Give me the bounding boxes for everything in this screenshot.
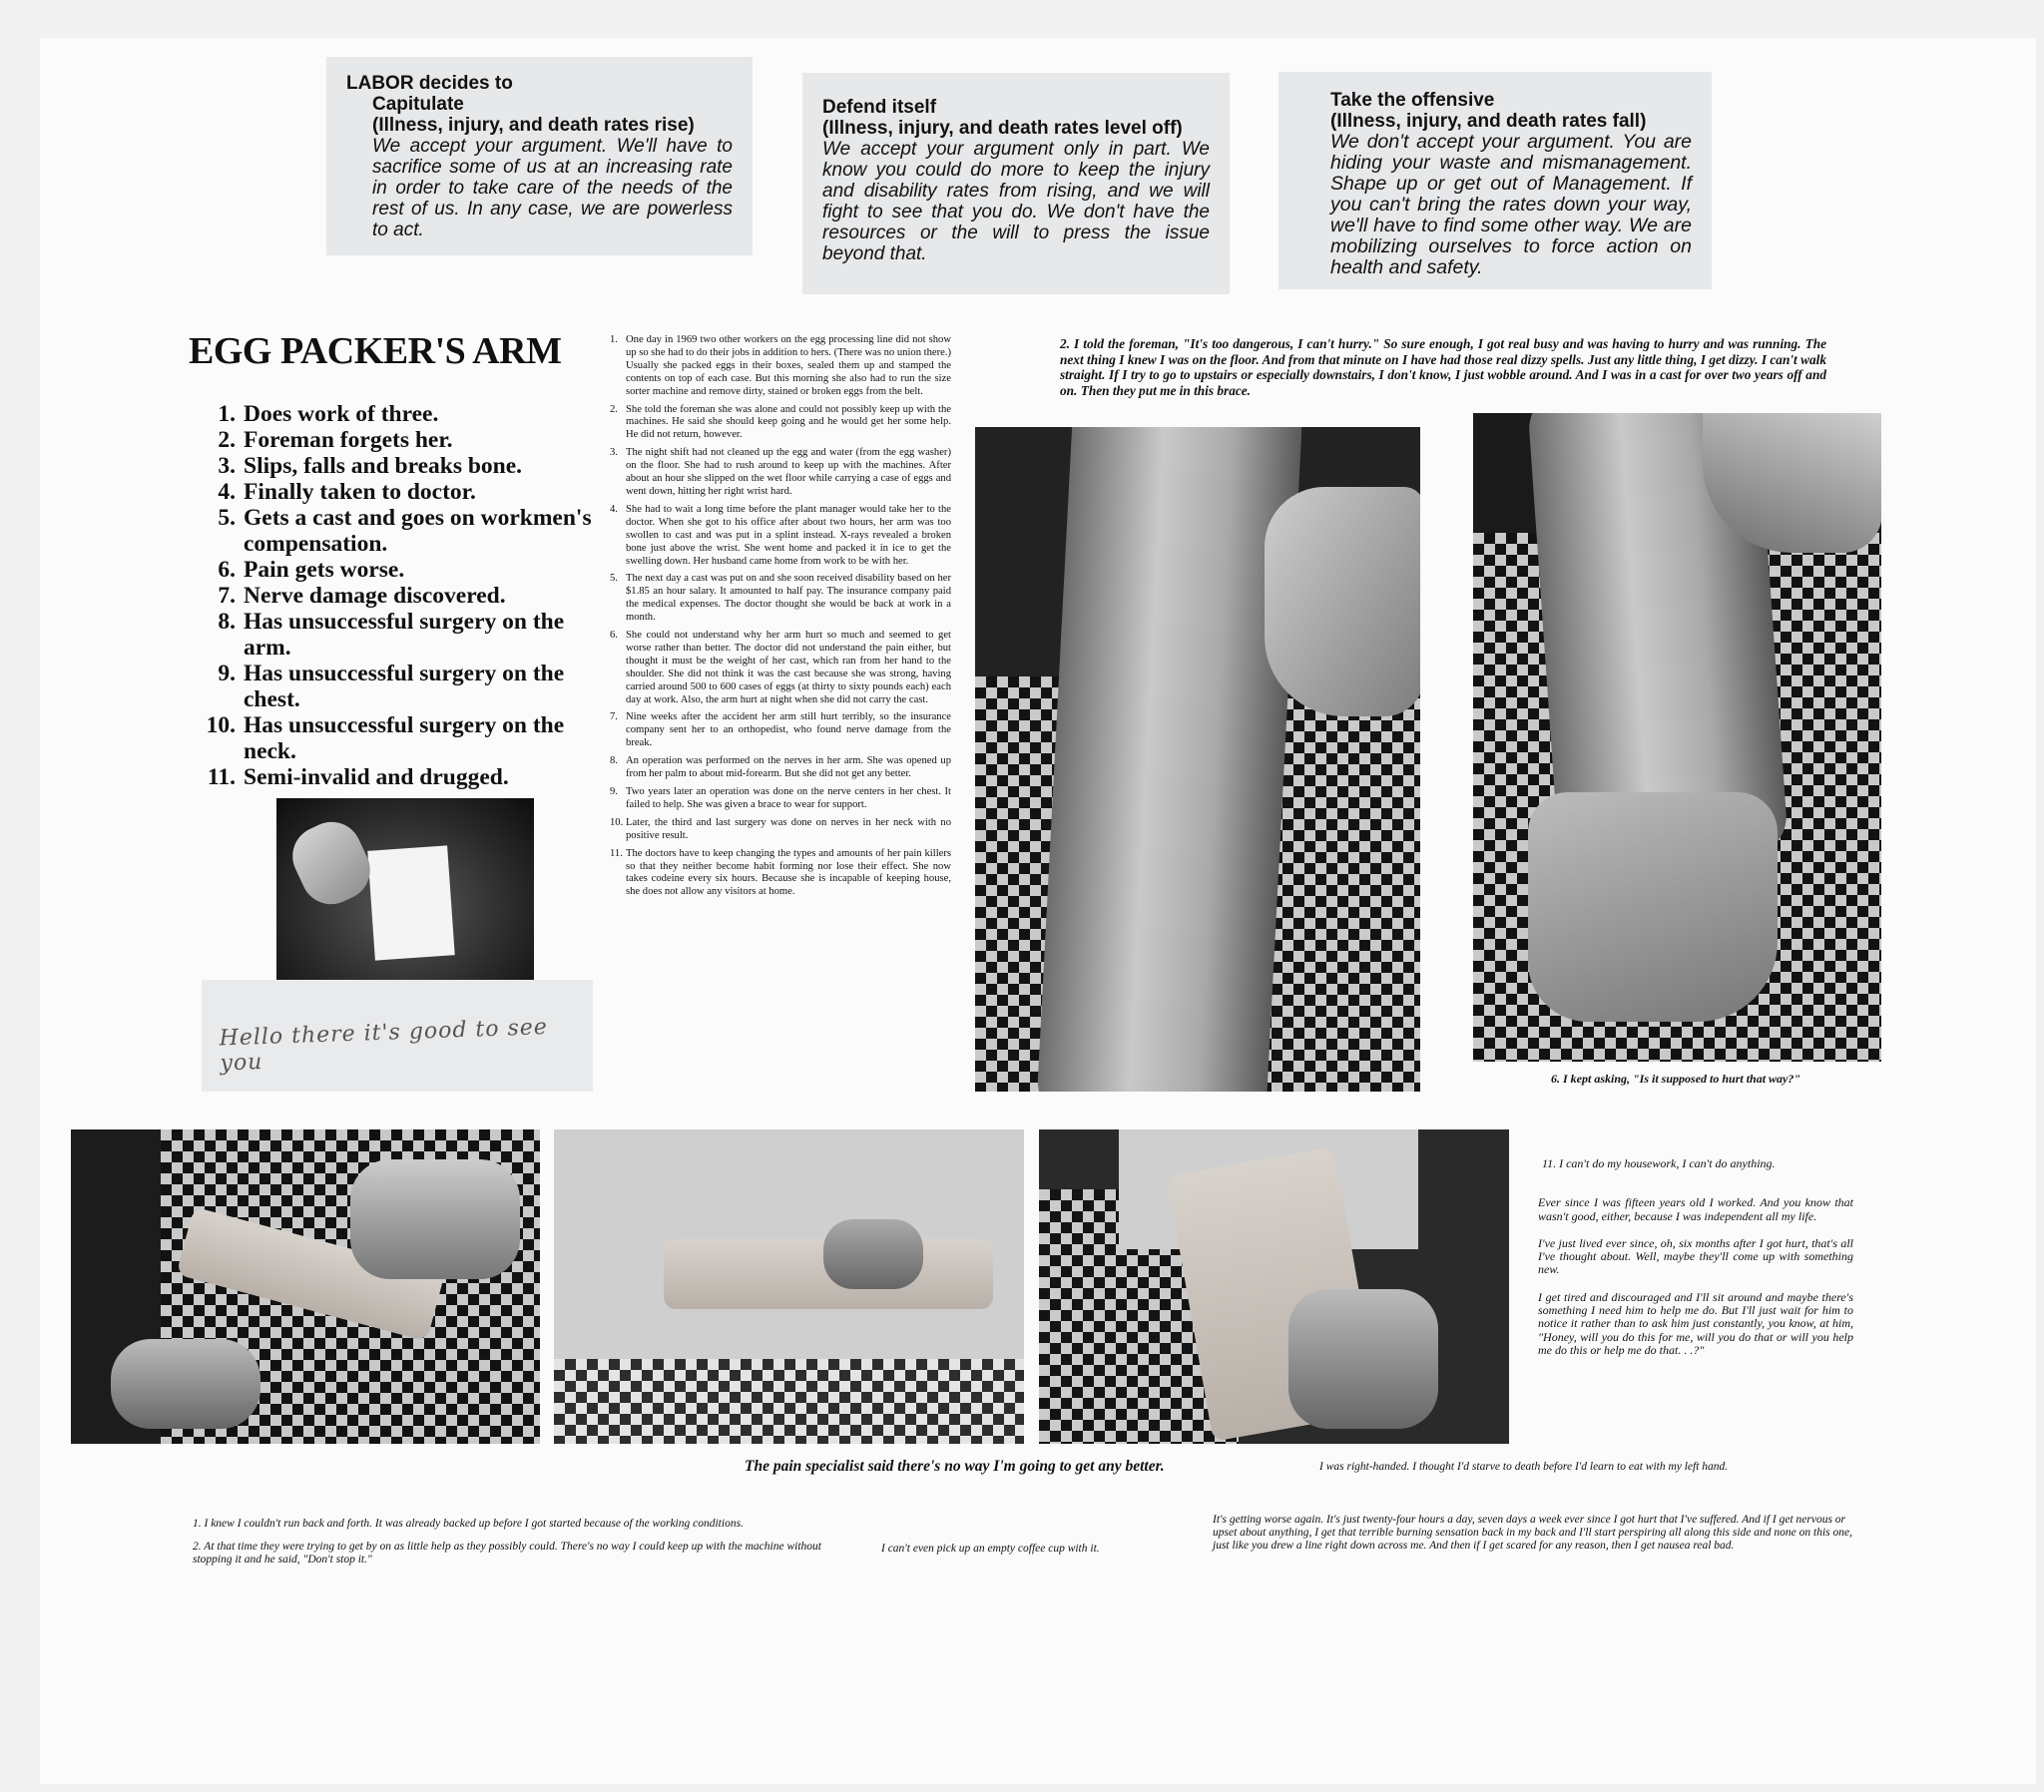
option-defend [802, 73, 1230, 294]
step-text: Has unsuccessful surgery on the neck. [244, 712, 565, 764]
item-text: Two years later an operation was done on the nerve centers in her chest. It failed to help. She was given a brace to wear for support. [626, 786, 951, 810]
option-heading: Take the offensive [1330, 90, 1495, 111]
quote-paragraph: I get tired and discouraged and I'll sit around and maybe there's something I need him to help me do. But I'll just wait for him to notice it rather than to ask him just constantly, you know, at him, "Honey, will you do this for me, will you do that or will you help me do this or help me do that. . .?" [1538, 1289, 1853, 1357]
quote-coffee-cup: I can't even pick up an empty coffee cup with it. [881, 1543, 1100, 1555]
step-number: 10. [206, 712, 236, 738]
list-item [610, 630, 951, 706]
quote-pain-specialist: The pain specialist said there's no way I'm going to get any better. [745, 1458, 1165, 1475]
item-text: The doctors have to keep changing the types and amounts of her pain killers so that they neither become habit forming nor lose their effect. She now takes codeine every six hours. Because she is incapable of keeping house, she does not allow any visitors at home. [626, 847, 951, 898]
option-body: We accept your argument. We'll have to sacrifice some of us at an increasing rate in order to take care of the needs of the rest of us. In any case, we are powerless to act. [372, 136, 733, 240]
list-item [188, 505, 597, 557]
photo-writing-hand [276, 798, 534, 980]
item-text: Later, the third and last surgery was done on nerves in her neck with no positive result. [626, 816, 951, 841]
quote-paragraph: 2. At that time they were trying to get by on as little help as they possibly could. There's no way I could keep up with the machine without stopping it and he said, "Don't stop it." [193, 1541, 821, 1566]
item-number: 2. [610, 403, 618, 415]
step-text: Has unsuccessful surgery on the arm. [244, 609, 565, 661]
option-heading: LABOR decides to [346, 73, 513, 94]
item-text: The night shift had not cleaned up the egg and water (from the egg washer) on the floor. She had to rush around to keep up with the machines. After about an hour she slipped on the wet floor while carrying a case of eggs and went down, hitting her right wrist hard. [626, 447, 951, 497]
option-body: We don't accept your argument. You are hiding your waste and mismanagement. Shape up or get out of Management. If you can't bring the rates down your way, we'll have to find some other way. We are mobilizing ourselves to force action on health and safety. [1330, 131, 1692, 278]
photo-brace-removal [71, 1129, 540, 1444]
list-item [610, 786, 951, 812]
option-offensive [1278, 72, 1712, 289]
step-text: Does work of three. [244, 401, 439, 427]
quote-working-conditions [193, 1518, 846, 1567]
step-text: Has unsuccessful surgery on the chest. [244, 661, 565, 712]
option-heading: (Illness, injury, and death rates rise) [372, 115, 695, 136]
list-item [610, 755, 951, 781]
step-text: Pain gets worse. [244, 557, 405, 583]
narrative-list [610, 334, 951, 904]
photo-brace-lap [554, 1129, 1024, 1444]
item-number: 3. [610, 447, 618, 459]
list-item [188, 712, 597, 764]
list-item [610, 404, 951, 443]
list-item [610, 447, 951, 499]
list-item [610, 573, 951, 625]
option-heading: Capitulate [372, 94, 464, 115]
photo-brace-worn [1039, 1129, 1509, 1444]
item-number: 7. [610, 711, 618, 723]
step-text: Semi-invalid and drugged. [244, 764, 509, 790]
quote-housework [1538, 1157, 1853, 1357]
item-number: 1. [610, 334, 618, 345]
option-capitulate [326, 57, 753, 255]
quote-dizzy: 2. I told the foreman, "It's too dangerous, I can't hurry." So sure enough, I got real busy and was having to hurry and was running. The next thing I knew I was on the floor. And from that minute on I have had those real dizzy spells. Just any little thing, I get dizzy. I can't walk straight. If I try to go to upstairs or especially downstairs, I don't know, I just wobble around. And I was in a cast for over two years off and on. Then they put me in this brace. [1060, 336, 1826, 398]
list-item [188, 609, 597, 661]
summary-steps [188, 401, 597, 790]
list-item [188, 764, 597, 790]
page-title: EGG PACKER'S ARM [189, 330, 562, 372]
handwriting-note: Hello there it's good to see you [219, 1015, 549, 1077]
step-number: 4. [218, 479, 236, 505]
step-number: 9. [218, 661, 236, 686]
list-item [610, 711, 951, 750]
step-text: Finally taken to doctor. [244, 479, 476, 505]
list-item [188, 453, 597, 479]
step-number: 11. [207, 764, 236, 790]
item-number: 9. [610, 786, 618, 797]
list-item [188, 583, 597, 609]
list-item [610, 504, 951, 569]
step-text: Foreman forgets her. [244, 427, 453, 453]
item-text: An operation was performed on the nerves in her arm. She was opened up from her palm to about mid-forearm. But she did not get any better. [626, 755, 951, 780]
quote-paragraph: I've just lived ever since, oh, six months after I got hurt, that's all I've thought about. Well, maybe they'll come up with something new. [1538, 1235, 1853, 1277]
list-item [188, 557, 597, 583]
quote-right-handed: I was right-handed. I thought I'd starve to death before I'd learn to eat with my left hand. [1319, 1461, 1729, 1473]
step-number: 5. [218, 505, 236, 531]
caption-hurt: 6. I kept asking, "Is it supposed to hurt that way?" [1551, 1072, 1801, 1086]
list-item [188, 427, 597, 453]
item-number: 10. [610, 816, 624, 828]
photo-forearm [975, 427, 1420, 1092]
step-number: 6. [218, 557, 236, 583]
item-text: One day in 1969 two other workers on the egg processing line did not show up so she had to do their jobs in addition to hers. (There was no union there.) Usually she packed eggs in their boxes, sealed them up and stamped the contents on top of each case. But this morning she also had to run the size sorter machine and remove dirty, stained or broken eggs from the belt. [626, 334, 951, 397]
item-text: The next day a cast was put on and she soon received disability based on her $1.85 an hour salary. It amounted to half pay. The insurance company paid the medical expenses. The doctor thought she would be back at work in a month. [626, 573, 951, 624]
item-number: 11. [610, 847, 623, 859]
photo-hand [1473, 413, 1881, 1062]
step-text: Slips, falls and breaks bone. [244, 453, 523, 479]
item-text: Nine weeks after the accident her arm still hurt terribly, so the insurance company sent her to an orthopedist, who found nerve damage from the break. [626, 711, 951, 749]
option-heading: (Illness, injury, and death rates fall) [1330, 111, 1647, 132]
item-number: 5. [610, 573, 618, 585]
quote-title: 11. I can't do my housework, I can't do anything. [1542, 1156, 1776, 1170]
option-body: We accept your argument only in part. We know you could do more to keep the injury and disability rates from rising, and we will fight to see that you do. We don't have the resources or the will to press the issue beyond that. [822, 139, 1210, 264]
list-item [188, 401, 597, 427]
step-number: 3. [218, 453, 236, 479]
option-heading: Defend itself [822, 97, 937, 118]
list-item [188, 479, 597, 505]
step-number: 1. [218, 401, 236, 427]
list-item [188, 661, 597, 712]
step-number: 2. [218, 427, 236, 453]
handwriting-card [202, 980, 593, 1092]
item-text: She could not understand why her arm hurt so much and seemed to get worse rather than better. The doctor did not understand the pain either, but thought it must be the weight of her cast, which ran from her hand to the shoulder. She did not think it was the cast because she was strong, having carried around 500 to 600 cases of eggs (at thirty to sixty pounds each) each day at work. Also, the arm hurt at night when she did not carry the cast. [626, 630, 951, 705]
list-item [610, 817, 951, 843]
step-text: Nerve damage discovered. [244, 583, 506, 609]
item-number: 8. [610, 755, 618, 767]
option-heading: (Illness, injury, and death rates level off) [822, 118, 1183, 139]
quote-getting-worse: It's getting worse again. It's just twenty-four hours a day, seven days a week ever since I got hurt that I've suffered. And if I get nervous or upset about anything, I get that terrible burning sensation back in my back and I'll start perspiring all along this side and none on this one, just like you drew a line right down across me. And then if I get scared for any reason, then I get nausea real bad. [1213, 1514, 1852, 1552]
list-item [610, 334, 951, 399]
item-text: She had to wait a long time before the plant manager would take her to the doctor. When she got to his office after about two hours, her arm was too swollen to cast and was put in a splint instead. X-rays revealed a broken bone just above the wrist. She went home and packed it in ice to get the swelling down. Her husband came home from work to be with her. [626, 503, 951, 567]
step-number: 7. [218, 583, 236, 609]
quote-paragraph: 1. I knew I couldn't run back and forth. It was already backed up before I got started because of the working conditions. [193, 1518, 744, 1530]
step-number: 8. [218, 609, 236, 635]
list-item [610, 848, 951, 900]
quote-paragraph: Ever since I was fifteen years old I worked. And you know that wasn't good, either, because I was independent all my life. [1538, 1195, 1853, 1223]
item-number: 6. [610, 630, 618, 642]
item-number: 4. [610, 503, 618, 515]
item-text: She told the foreman she was alone and could not possibly keep up with the machines. He said she should keep going and he would get her some help. He did not return, however. [626, 403, 951, 441]
step-text: Gets a cast and goes on workmen's compensation. [244, 505, 592, 557]
